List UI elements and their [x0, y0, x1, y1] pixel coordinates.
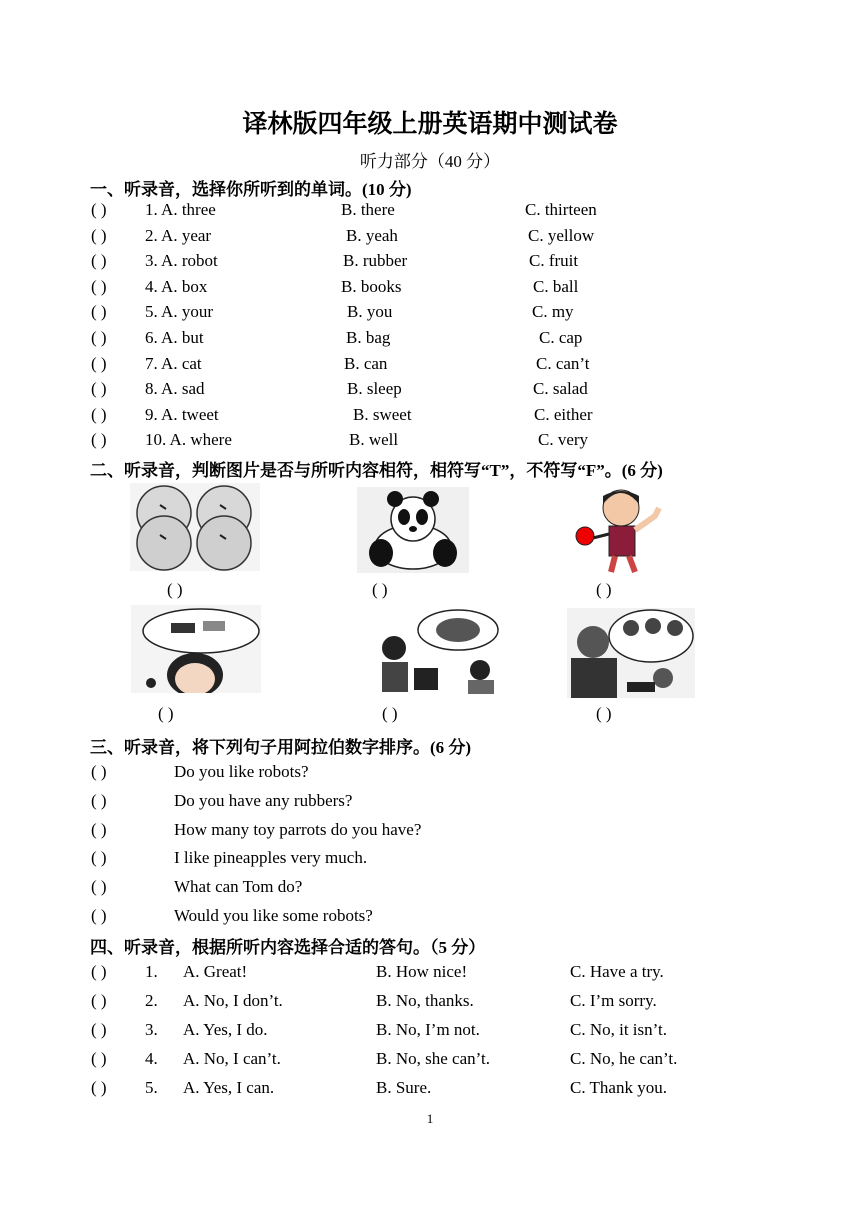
- word-choice-row: [0, 328, 860, 352]
- option-a: 7. A. cat: [145, 353, 202, 373]
- word-choice-row: [0, 379, 860, 403]
- sentence-text: How many toy parrots do you have?: [174, 819, 422, 839]
- answer-blank[interactable]: ( ): [91, 790, 107, 810]
- answer-blank[interactable]: ( ): [91, 1048, 107, 1068]
- oranges-picture: [130, 483, 260, 571]
- option-a: 6. A. but: [145, 328, 204, 347]
- option-a: 2. A. year: [145, 225, 212, 245]
- sentence-text: I like pineapples very much.: [174, 848, 368, 868]
- response-choice-row: [0, 1078, 860, 1102]
- answer-blank[interactable]: ( ): [91, 404, 107, 424]
- order-sentence-row: [0, 791, 860, 815]
- order-sentence-row: [0, 762, 860, 786]
- option-a: 1. A. three: [145, 200, 216, 219]
- word-choice-row: [0, 200, 860, 224]
- page-subtitle: 听力部分（40 分）: [359, 152, 501, 171]
- question-number: 5.: [145, 1077, 158, 1097]
- option-b: B. No, I’m not.: [376, 1019, 480, 1039]
- option-a: 3. A. robot: [145, 251, 218, 271]
- panda-picture: [357, 487, 469, 573]
- option-a: A. Yes, I can.: [183, 1077, 275, 1097]
- option-c: C. I’m sorry.: [570, 990, 657, 1010]
- word-choice-row: [0, 354, 860, 378]
- option-a: 4. A. box: [145, 276, 208, 296]
- option-a: A. Yes, I do.: [183, 1019, 268, 1039]
- answer-blank[interactable]: ( ): [91, 877, 107, 897]
- order-sentence-row: [0, 820, 860, 844]
- answer-blank-4[interactable]: ( ): [158, 704, 174, 723]
- option-b: B. bag: [346, 328, 391, 347]
- girl-thinking-picture: [131, 605, 261, 693]
- option-c: C. my: [532, 302, 574, 322]
- girl-pingpong-picture: [575, 486, 671, 576]
- sentence-text: What can Tom do?: [174, 877, 303, 897]
- option-a: A. No, I can’t.: [183, 1048, 281, 1068]
- section1-heading: 一、听录音，选择你所听到的单词。(10 分): [90, 180, 412, 199]
- option-c: C. ball: [533, 276, 579, 296]
- option-b: B. can: [344, 353, 388, 373]
- option-a: 9. A. tweet: [145, 404, 219, 424]
- answer-blank[interactable]: ( ): [91, 1077, 107, 1097]
- option-b: B. you: [347, 302, 393, 322]
- response-choice-row: [0, 1020, 860, 1044]
- answer-blank[interactable]: ( ): [91, 328, 107, 347]
- option-a: 5. A. your: [145, 302, 213, 322]
- page-title: 译林版四年级上册英语期中测试卷: [242, 111, 618, 138]
- section3-heading: 三、听录音，将下列句子用阿拉伯数字排序。(6 分): [90, 738, 472, 757]
- option-c: C. thirteen: [525, 200, 597, 219]
- section2-heading: 二、听录音，判断图片是否与所听内容相符，相符写“T”，不符写“F”。(6 分): [90, 461, 663, 480]
- word-choice-row: [0, 251, 860, 275]
- option-b: B. Sure.: [376, 1077, 432, 1097]
- option-b: B. books: [341, 276, 402, 296]
- elephant-gift-picture: [374, 608, 500, 694]
- option-c: C. fruit: [529, 251, 579, 271]
- response-choice-row: [0, 991, 860, 1015]
- word-choice-row: [0, 430, 860, 454]
- answer-blank[interactable]: ( ): [91, 962, 107, 981]
- option-a: A. No, I don’t.: [183, 990, 283, 1010]
- sentence-text: Do you have any rubbers?: [174, 790, 353, 810]
- answer-blank[interactable]: ( ): [91, 430, 107, 450]
- option-a: 8. A. sad: [145, 379, 205, 399]
- section4-heading: 四、听录音，根据所听内容选择合适的答句。（5 分）: [90, 938, 486, 957]
- option-b: B. rubber: [343, 251, 408, 271]
- question-number: 1.: [145, 962, 158, 981]
- word-choice-row: [0, 405, 860, 429]
- sentence-text: Would you like some robots?: [174, 906, 373, 925]
- answer-blank[interactable]: ( ): [91, 1019, 107, 1039]
- option-c: C. either: [534, 404, 593, 424]
- answer-blank-6[interactable]: ( ): [596, 704, 612, 723]
- response-choice-row: [0, 1049, 860, 1073]
- answer-blank[interactable]: ( ): [91, 200, 107, 219]
- option-c: C. Thank you.: [570, 1077, 667, 1097]
- option-a: 10. A. where: [145, 430, 232, 450]
- option-b: B. there: [341, 200, 395, 219]
- family-thinking-picture: [567, 608, 695, 698]
- answer-blank-3[interactable]: ( ): [596, 580, 612, 599]
- option-b: B. sleep: [347, 379, 402, 399]
- option-b: B. well: [349, 430, 399, 450]
- page-number: 1: [426, 1111, 434, 1126]
- answer-blank[interactable]: ( ): [91, 379, 107, 399]
- answer-blank[interactable]: ( ): [91, 276, 107, 296]
- answer-blank[interactable]: ( ): [91, 762, 107, 781]
- option-c: C. Have a try.: [570, 962, 664, 981]
- word-choice-row: [0, 277, 860, 301]
- response-choice-row: [0, 962, 860, 986]
- answer-blank-2[interactable]: ( ): [372, 580, 388, 599]
- answer-blank[interactable]: ( ): [91, 848, 107, 868]
- option-b: B. No, she can’t.: [376, 1048, 490, 1068]
- option-c: C. can’t: [536, 353, 590, 373]
- word-choice-row: [0, 226, 860, 250]
- question-number: 2.: [145, 990, 158, 1010]
- option-c: C. No, it isn’t.: [570, 1019, 667, 1039]
- option-c: C. No, he can’t.: [570, 1048, 678, 1068]
- order-sentence-row: [0, 877, 860, 901]
- answer-blank[interactable]: ( ): [91, 225, 107, 245]
- option-a: A. Great!: [183, 962, 248, 981]
- answer-blank-5[interactable]: ( ): [382, 704, 398, 723]
- option-b: B. No, thanks.: [376, 990, 474, 1010]
- answer-blank[interactable]: ( ): [91, 906, 107, 925]
- option-c: C. very: [538, 430, 589, 450]
- answer-blank-1[interactable]: ( ): [167, 580, 183, 599]
- question-number: 4.: [145, 1048, 158, 1068]
- option-c: C. yellow: [528, 225, 595, 245]
- answer-blank[interactable]: ( ): [91, 302, 107, 322]
- answer-blank[interactable]: ( ): [91, 990, 107, 1010]
- sentence-text: Do you like robots?: [174, 762, 309, 781]
- answer-blank[interactable]: ( ): [91, 251, 107, 271]
- option-b: B. yeah: [346, 225, 398, 245]
- answer-blank[interactable]: ( ): [91, 819, 107, 839]
- option-c: C. salad: [533, 379, 588, 399]
- option-b: B. sweet: [353, 404, 412, 424]
- question-number: 3.: [145, 1019, 158, 1039]
- answer-blank[interactable]: ( ): [91, 353, 107, 373]
- option-b: B. How nice!: [376, 962, 468, 981]
- order-sentence-row: [0, 848, 860, 872]
- order-sentence-row: [0, 906, 860, 930]
- option-c: C. cap: [539, 328, 583, 347]
- word-choice-row: [0, 302, 860, 326]
